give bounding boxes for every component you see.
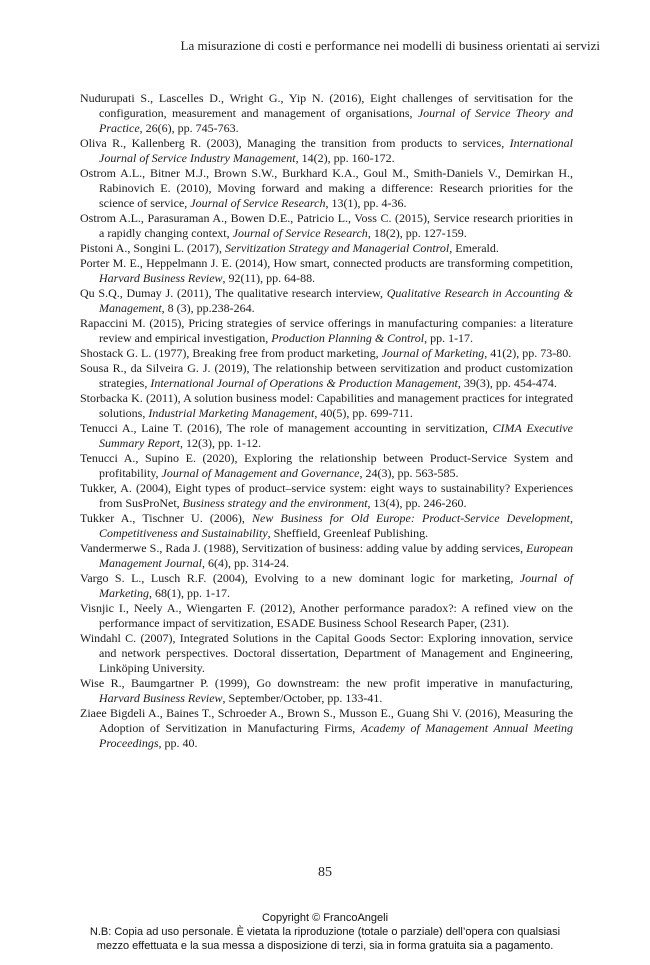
book-title: New Business for Old Europe: Product-Service Development, Competitiveness and Sustainability xyxy=(99,511,573,540)
page-number: 85 xyxy=(318,865,332,880)
reference-entry: Tenucci A., Supino E. (2020), Exploring the relationship between Product-Service System and profitability, Journal of Management and Governance, 24(3), pp. 563-585. xyxy=(80,451,573,480)
journal-title: Journal of Service Research xyxy=(190,196,326,210)
reference-entry: Oliva R., Kallenberg R. (2003), Managing the transition from products to services, International Journal of Service Industry Management, 14(2), pp. 160-172. xyxy=(80,136,573,165)
book-title: Servitization Strategy and Managerial Control xyxy=(225,241,450,255)
journal-title: Journal of Marketing xyxy=(381,346,485,360)
journal-title: Journal of Service Research xyxy=(232,226,368,240)
reference-entry: Nudurupati S., Lascelles D., Wright G., Yip N. (2016), Eight challenges of servitisation for the configuration, measurement and management of organisations, Journal of Service Theory and Practice, 26(6), pp. 745-763. xyxy=(80,91,573,135)
journal-title: European Management Journal xyxy=(99,541,573,570)
journal-title: Journal of Management and Governance xyxy=(161,466,360,480)
reference-entry: Visnjic I., Neely A., Wiengarten F. (2012), Another performance paradox?: A refined view on the performance impact of servitization, ESADE Business School Research Paper, (231). xyxy=(80,601,573,630)
journal-title: Industrial Marketing Management xyxy=(148,406,315,420)
reference-entry: Pistoni A., Songini L. (2017), Servitization Strategy and Managerial Control, Emerald. xyxy=(80,241,499,255)
journal-title: Business strategy and the environment xyxy=(182,496,368,510)
reference-entry: Porter M. E., Heppelmann J. E. (2014), How smart, connected products are transforming competition, Harvard Business Review, 92(11), pp. 64-88. xyxy=(80,256,573,285)
journal-title: Qualitative Research in Accounting & Management xyxy=(99,286,574,315)
reference-entry: Tenucci A., Laine T. (2016), The role of management accounting in servitization, CIMA Executive Summary Report, 12(3), pp. 1-12. xyxy=(80,421,573,450)
reference-entry: Tukker A., Tischner U. (2006), New Business for Old Europe: Product-Service Development, Competitiveness and Sustainability, Sheffield, Greenleaf Publishing. xyxy=(80,511,573,540)
journal-title: International Journal of Service Industry Management xyxy=(99,136,573,165)
reference-entry: Ostrom A.L., Parasuraman A., Bowen D.E., Patricio L., Voss C. (2015), Service research priorities in a rapidly changing context, Journal of Service Research, 18(2), pp. 127-159. xyxy=(80,211,573,240)
journal-title: Harvard Business Review xyxy=(99,271,223,285)
reference-entry: Vandermerwe S., Rada J. (1988), Servitization of business: adding value by adding services, European Management Journal, 6(4), pp. 314-24. xyxy=(80,541,573,570)
reference-entry: Qu S.Q., Dumay J. (2011), The qualitative research interview, Qualitative Research in Accounting & Management, 8 (3), pp.238-264. xyxy=(80,286,574,315)
copyright-line: Copyright © FrancoAngeli xyxy=(261,912,389,924)
journal-title: Journal of Marketing xyxy=(99,571,573,600)
running-header: La misurazione di costi e performance nei modelli di business orientati ai servizi xyxy=(180,38,600,53)
journal-title: International Journal of Operations & Production Management xyxy=(150,376,458,390)
journal-title: Production Planning & Control xyxy=(271,331,425,345)
reference-list xyxy=(80,91,573,751)
reference-entry: Shostack G. L. (1977), Breaking free from product marketing, Journal of Marketing, 41(2), pp. 73-80. xyxy=(80,346,572,360)
journal-title: Journal of Service Theory and Practice xyxy=(99,106,573,135)
journal-title: CIMA Executive Summary Report xyxy=(99,421,573,450)
reference-entry: Wise R., Baumgartner P. (1999), Go downstream: the new profit imperative in manufacturing, Harvard Business Review, September/October, pp. 133-41. xyxy=(80,676,573,705)
reference-entry: Windahl C. (2007), Integrated Solutions in the Capital Goods Sector: Exploring innovation, service and network perspectives. Doctoral dissertation, Department of Management and Engineering, Linköping University. xyxy=(80,631,573,675)
reference-entry: Storbacka K. (2011), A solution business model: Capabilities and management practices for integrated solutions, Industrial Marketing Management, 40(5), pp. 699-711. xyxy=(80,391,573,420)
notice-line: N.B: Copia ad uso personale. È vietata la riproduzione (totale o parziale) dell’opera con qualsiasi xyxy=(89,926,561,938)
reference-entry: Tukker, A. (2004), Eight types of product–service system: eight ways to sustainability? Experiences from SusProNet, Business strategy and the environment, 13(4), pp. 246-260. xyxy=(80,481,573,510)
reference-entry: Ostrom A.L., Bitner M.J., Brown S.W., Burkhard K.A., Goul M., Smith-Daniels V., Demirkan H., Rabinovich E. (2010), Moving forward and making a difference: Research priorities for the science of service, Journal of Service Research, 13(1), pp. 4-36. xyxy=(80,166,573,210)
journal-title: Academy of Management Annual Meeting Proceedings, xyxy=(99,721,573,750)
reference-entry: Ziaee Bigdeli A., Baines T., Schroeder A., Brown S., Musson E., Guang Shi V. (2016), Measuring the Adoption of Servitization in Manufacturing Firms, Academy of Management Annual Meeting Proceedings, pp. 40. xyxy=(80,706,573,750)
journal-title: Harvard Business Review xyxy=(99,691,223,705)
notice-line: mezzo effettuata e la sua messa a disposizione di terzi, sia in forma gratuita sia a pagamento. xyxy=(96,940,554,952)
reference-entry: Sousa R., da Silveira G. J. (2019), The relationship between servitization and product customization strategies, International Journal of Operations & Production Management, 39(3), pp. 454-474. xyxy=(80,361,573,390)
copyright-footer xyxy=(0,911,650,953)
reference-entry: Vargo S. L., Lusch R.F. (2004), Evolving to a new dominant logic for marketing, Journal of Marketing, 68(1), pp. 1-17. xyxy=(80,571,573,600)
reference-entry: Rapaccini M. (2015), Pricing strategies of service offerings in manufacturing companies: a literature review and empirical investigation, Production Planning & Control, pp. 1-17. xyxy=(80,316,573,345)
